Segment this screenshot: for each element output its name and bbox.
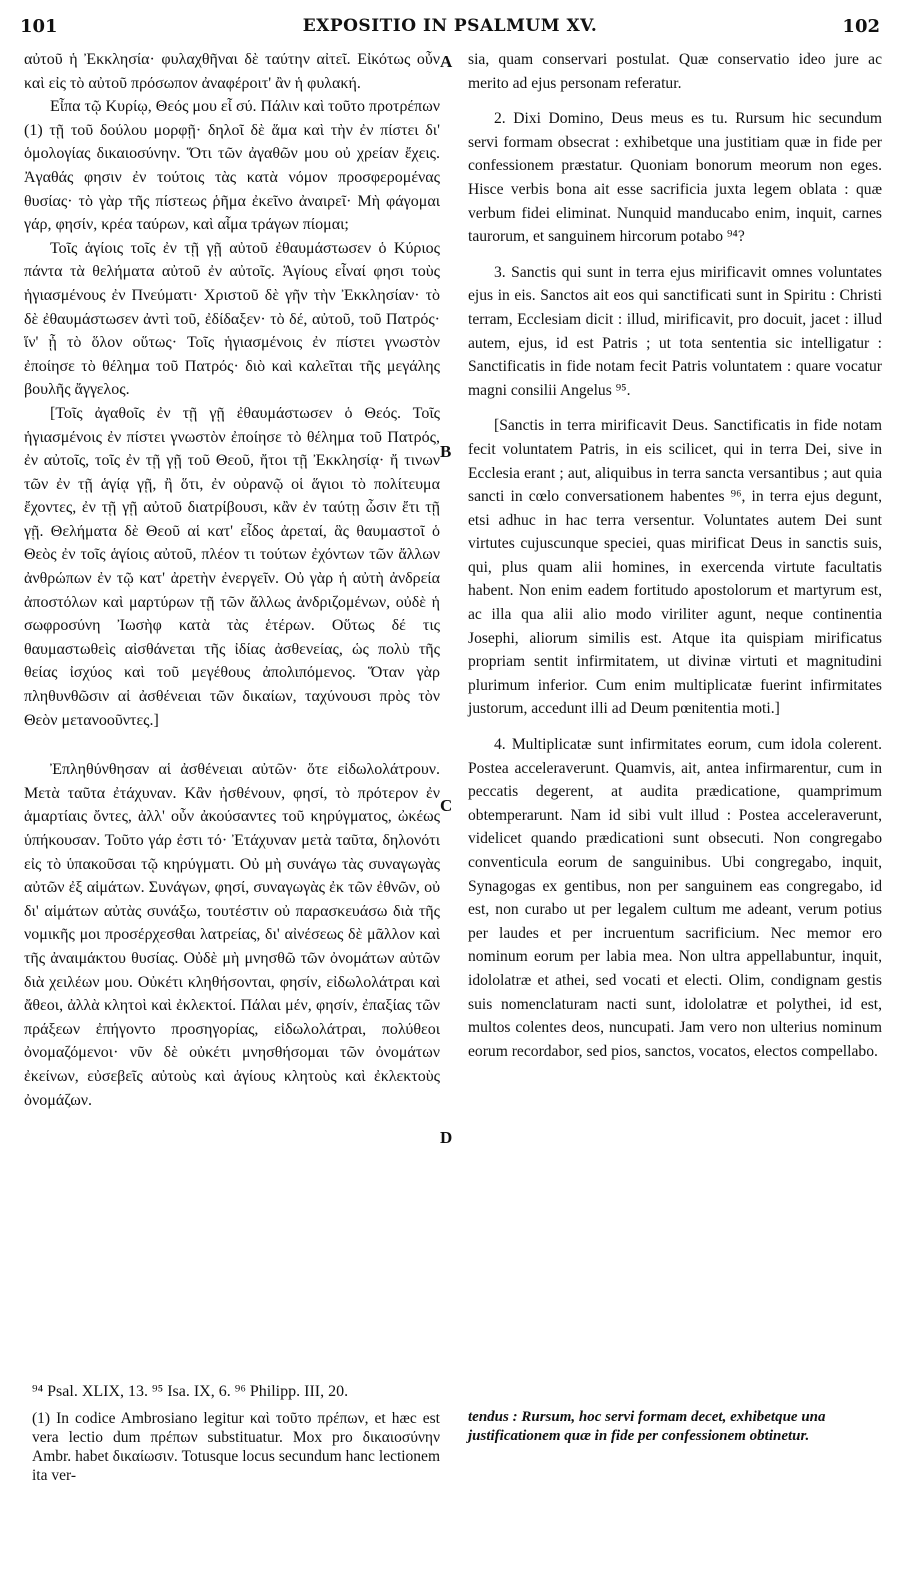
greek-paragraph: Τοῖς ἁγίοις τοῖς ἐν τῇ γῇ αὐτοῦ ἐθαυμάστωσεν ὁ Κύριος πάντα τὰ θελήματα αὐτοῦ ἐν αὐτοῖς. Ἁγίους εἶναί φησι τοὺς ἡγιασμένους ἐν Πνεύματι· Χριστοῦ δὲ γῆν τὴν Ἐκκλησίαν· τὸ δὲ ἐθαυμάστωσεν ἀντὶ τοῦ, ἐδίδαξεν· τὸ δέ, αὐτοῦ, τοῦ Πατρός· ἵν' ᾖ τὸ ὅλον οὕτως· Τοῖς ἡγιασμένοις ἐν πίστει γνωστὸν ἐποίησε τὸ θέλημα τοῦ Πατρός· διὸ καὶ καλεῖται τῆς μεγάλης βουλῆς ἄγγελος. bbox=[24, 239, 440, 399]
latin-paragraph: 2. Dixi Domino, Deus meus es tu. Rursum hic secundum servi formam obsecrat : exhibetque una justitiam quæ in fide per confessionem præstatur. Quoniam bonorum meorum non eges. Hisce verbis bona ait esse sacrificia juxta legem oblata : quæ verbum fidei eliminat. Nunquid manducabo enim, inquit, carnes taurorum, et sanguinem hircorum potabo ⁹⁴? bbox=[468, 110, 882, 246]
page-number-right: 102 bbox=[842, 16, 880, 37]
margin-marker-c: C bbox=[440, 796, 453, 815]
greek-paragraph: Εἶπα τῷ Κυρίῳ, Θεός μου εἶ σύ. Πάλιν καὶ τοῦτο προτρέπων (1) τῇ τοῦ δούλου μορφῇ· δηλοῖ δὲ ἅμα καὶ τὴν ἐν πίστει δι' ὁμολογίας δικαιοσύνην. Ὅτι τῶν ἀγαθῶν μου οὐ χρείαν ἔχεις. Ἀγαθάς φησιν ἐν τούτοις τὰς κατὰ νόμον προσφερομένας θυσίας· τὸ γὰρ τῆς πίστεως ῥῆμα ἐκεῖνο ἀναιρεῖ· Μὴ φάγομαι γάρ, φησίν, κρέα ταύρων, καὶ αἷμα τράγων πίομαι; bbox=[24, 98, 440, 234]
scripture-references: ⁹⁴ Psal. XLIX, 13. ⁹⁵ Isa. IX, 6. ⁹⁶ Philipp. III, 20. bbox=[32, 1383, 349, 1400]
margin-marker-a: A bbox=[440, 52, 453, 71]
footnotes-right bbox=[468, 1408, 882, 1445]
footnote-1: (1) In codice Ambrosiano legitur καὶ τοῦτο πρέπων, et hæc est vera lectio dum πρέπων substituatur. Mox pro δικαιοσύνην Ambr. habet δικαίωσιν. Totusque locus secundum hanc lectionem ita ver- bbox=[32, 1410, 440, 1484]
greek-column bbox=[24, 48, 440, 1112]
latin-column bbox=[468, 48, 882, 1063]
running-title: EXPOSITIO IN PSALMUM XV. bbox=[302, 16, 598, 36]
greek-paragraph: [Τοῖς ἀγαθοῖς ἐν τῇ γῇ ἐθαυμάστωσεν ὁ Θεός. Τοῖς ἡγιασμένοις ἐν πίστει γνωστὸν ἐποίησε τὸ θέλημα τοῦ Πατρός, ἐν αὐτοῖς, τοῖς ἐν τῇ γῇ τοῦ Θεοῦ, ἤτοι τῇ Ἐκκλησίᾳ· ἤ τινων τῶν ἐν τῇ ἁγίᾳ γῇ, ἢ ὅτι, ἐν οὐρανῷ οἱ ἅγιοι τὸ πολίτευμα ἔχοντες, ἐν τῇ γῇ αὐτοῦ διατρίβουσι, κἂν ἐν ταύτῃ ὦσιν ἔτι τῇ γῇ. Θελήματα δὲ Θεοῦ αἱ κατ' εἶδος ἀρεταί, ἃς θαυμαστοῖ ὁ Θεὸς ἐν τοῖς ἁγίοις αὐτοῦ, πλέον τι τούτων ἐχόντων τῶν ἄλλων ἀνθρώπων ἐν τῷ κατ' ἀρετὴν ἐνεργεῖν. Οὐ γὰρ ἡ αὐτὴ ἀνδρεία ἀποστόλων καὶ μαρτύρων τῇ τῶν ἄλλως ἀνδριζομένων, οὐδὲ ἡ σωφροσύνη Ἰωσὴφ κατὰ τὰς ἑτέρων. Οὕτως δέ τις θαυμαστωθεὶς αἰσθάνεται τῆς ἰδίας ἀσθενείας, ὡς πολὺ τῆς θείας ἰσχύος καὶ τοῦ μεγέθους ἀπολιπόμενος. Ὅταν γὰρ πληθυνθῶσιν αἱ ἀσθένειαι τῶν δικαίων, ταχύνουσι πρὸς τὸν Θεὸν μετανοοῦντες.] bbox=[24, 404, 440, 729]
footnotes-left bbox=[32, 1382, 440, 1485]
latin-paragraph: [Sanctis in terra mirificavit Deus. Sanctificatis in fide notam fecit voluntatem Patris, in eis scilicet, qui in terra Dei, sive in Ecclesia erant ; aut, aliquibus in terra sancta versantibus ; aut quia sancti in cœlo conversationem habentes ⁹⁶, in terra ejus degunt, etsi adhuc in hac terra versentur. Voluntates autem Dei sunt virtutes cujuscunque speciei, quas mirificat Deus in sanctis suis, qui, plus quam alii homines, in exercenda virtute facultatis habent. Non enim eadem fortitudo apostolorum et martyrum est, ac illa qua alii alio modo viriliter agunt, neque continentia Josephi, aliorum similis est. Atque ita quispiam mirificatus propriam sentit infirmitatem, ut divinæ virtuti et magnitudini plurimum inferior. Cum enim multiplicatæ fuerint infirmitates justorum, accedunt illi ad Deum pœnitentia moti.] bbox=[468, 417, 882, 718]
footnote-continuation: tendus : Rursum, hoc servi formam decet, exhibetque una justificationem quæ in fide per confessionem obtinetur. bbox=[468, 1409, 826, 1444]
latin-paragraph: sia, quam conservari postulat. Quæ conservatio ideo jure ac merito ad ejus personam referatur. bbox=[468, 51, 882, 92]
latin-paragraph: 4. Multiplicatæ sunt infirmitates eorum, cum idola colerent. Postea acceleraverunt. Quamvis, ait, antea infirmarentur, cum in peccatis degerent, at audita prædicatione, quamprimum obtemperarunt. Nam id sibi vult illud : Postea acceleraverunt, videlicet quando prædicationi sunt obsecuti. Non congregabo conventicula eorum de sanguinibus. Ubi congregabo, inquit, Synagogas ex gentibus, non per sanguinem eas congregabo, id est, non curabo ut per legalem cultum me adeant, verum potius per laudes et per incruentum sacrificium. Nec memor ero nominum eorum per labia mea. Non ultra appellabuntur, inquit, idololatræ et athei, sed vocati et electi. Olim, condignam gestis suis nomenclaturam nacti sunt, idololatræ et polythei, id est, multos colentes deos, nuncupati. Jam vero non ulterius nominum eorum recordabor, sed pios, sanctos, vocatos, electos compellabo. bbox=[468, 736, 882, 1060]
greek-paragraph: Ἐπληθύνθησαν αἱ ἀσθένειαι αὐτῶν· ὅτε εἰδωλολάτρουν. Μετὰ ταῦτα ἐτάχυναν. Κἂν ἠσθένουν, φησί, τὸ πρότερον ἐν ἁμαρτίαις ὄντες, ἀλλ' οὖν ἀκούσαντες τοῦ κηρύγματος, ὠκέως ὑπήκουσαν. Τοῦτο γάρ ἐστι τό· Ἐτάχυναν μετὰ ταῦτα, δηλονότι εἰς τὸ ὑπακοῦσαι τῷ κηρύγματι. Οὐ μὴ συνάγω τὰς συναγωγὰς αὐτῶν ἐξ αἱμάτων. Συνάγων, φησί, συναγωγὰς ἐκ τῶν ἐθνῶν, οὐ δι' αἱμάτων αὐτὰς συνάξω, τουτέστιν οὐ παρασκευάσω διὰ τῆς νομικῆς μοι προσέρχεσθαι λατρείας, δι' αἰνέσεως δὲ μᾶλλον καὶ τῆς ἀναιμάκτου θυσίας. Οὐδὲ μὴ μνησθῶ τῶν ὀνομάτων αὐτῶν διὰ χειλέων μου. Οὐκέτι κληθήσονται, φησίν, εἰδωλολάτραι καὶ ἄθεοι, ἀλλὰ κλητοὶ καὶ ἐκλεκτοί. Πάλαι μέν, φησίν, ἐπαξίας τῶν πράξεων ἐπήγοντο προσηγορίας, εἰδωλολάτραι, πολύθεοι ὀνομαζόμενοι· νῦν δὲ οὐκέτι μνησθήσομαι τῶν ὀνομάτων ἐκείνων, εὐσεβεῖς αὐτοὺς καὶ ἁγίους κλητοὺς καὶ ἐκλεκτοὺς ὀνομάζων. bbox=[24, 761, 440, 1109]
page-number-left: 101 bbox=[20, 16, 58, 37]
latin-paragraph: 3. Sanctis qui sunt in terra ejus mirificavit omnes voluntates ejus in eis. Sanctos ait eos qui sanctificati sunt in Spiritu : Christi terram, Ecclesiam dicit : illud, mirificavit, pro docuit, jacet : illud autem, ejus, id est Patris ; ut tota sententia sic intelligatur : Sanctificatis in fide notam fecit Patris voluntatem : quare vocatur magni consilii Angelus ⁹⁵. bbox=[468, 263, 882, 399]
page-header bbox=[20, 16, 880, 42]
margin-marker-d: D bbox=[440, 1128, 453, 1147]
greek-paragraph: αὐτοῦ ἡ Ἐκκλησία· φυλαχθῆναι δὲ ταύτην αἰτεῖ. Εἰκότως οὖν καὶ εἰς τὸ αὐτοῦ πρόσωπον ἀναφέροιτ' ἂν ἡ φυλακή. bbox=[24, 51, 440, 92]
margin-marker-b: B bbox=[440, 442, 452, 461]
